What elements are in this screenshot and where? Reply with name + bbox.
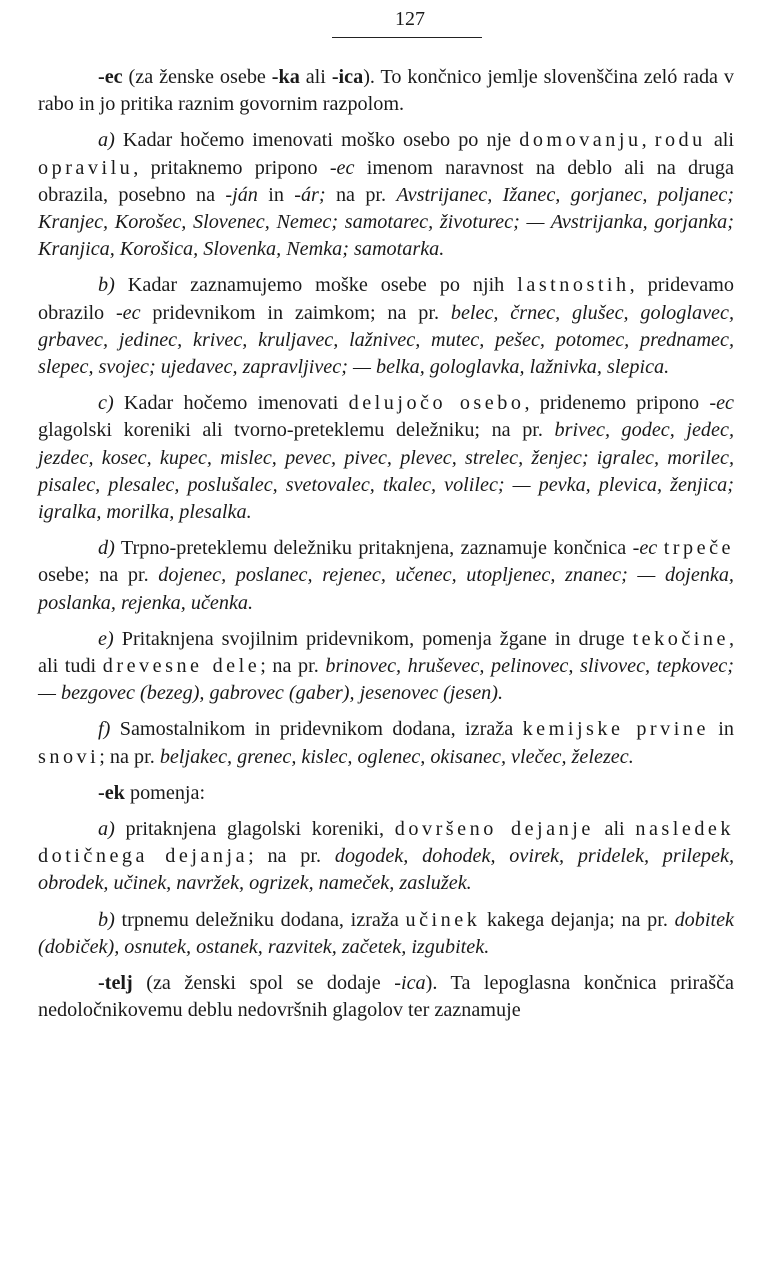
paragraph-p-a1 — [38, 127, 734, 263]
paragraph-p-d1 — [38, 535, 734, 617]
text-run: osebe; na pr. — [38, 564, 159, 587]
italic-text: brivec, godec, jedec, jezdec, kosec, kupec, mislec, pevec, pivec, plevec, strelec, ženjec; igralec, morilec, pisalec, plesalec, poslušalec, svetovalec, tkalec, volilec; — pevka, plevica, ženjica; igralka, morilka, plesalka. — [38, 419, 734, 524]
paragraph-p-ek — [38, 780, 734, 807]
paragraph-p-e1 — [38, 626, 734, 708]
italic-text: Avstrijanec, Ižanec, gorjanec, poljanec; Kranjec, Korošec, Slovenec, Nemec; samotarec, životurec; — Avstrijanka, gorjanka; Kranjica, Korošica, Slovenka, Nemka; samotarka. — [38, 183, 735, 261]
text-run: Trpno-preteklemu deležniku pritaknjena, zaznamuje končnica — [114, 537, 633, 560]
paragraph-p-ec — [38, 64, 734, 118]
paragraph-p-b2 — [38, 907, 734, 961]
italic-text: -ec — [115, 301, 141, 324]
paragraph-p-f1 — [38, 716, 734, 770]
italic-text: brinovec, hruševec, pelinovec, slivovec, tepkovec; — bezgovec (bezeg), gabrovec (gaber), jesenovec (jesen). — [38, 655, 734, 705]
page-header — [38, 6, 734, 42]
text-run: (za ženski spol se dodaje — [132, 972, 395, 995]
bold-suffix: -ka — [271, 66, 300, 88]
spaced-emphasis: trpeče — [663, 537, 734, 560]
italic-text: beljakec, grenec, kislec, oglenec, okisanec, vlečec, železec. — [159, 745, 634, 768]
text-run: na pr. — [325, 183, 397, 206]
text-run: (za ženske osebe — [122, 66, 272, 88]
paragraph-p-c1 — [38, 390, 734, 526]
text-run: ; na pr. — [99, 745, 160, 768]
spaced-emphasis: snovi — [38, 745, 100, 768]
text-run: in — [708, 718, 734, 741]
spaced-emphasis: domovanju — [519, 129, 642, 152]
text-run: ali — [299, 66, 332, 88]
spaced-emphasis: nasledek dotičnega dejanja — [38, 818, 734, 868]
text-run: Kadar hočemo imenovati — [113, 392, 349, 415]
bold-suffix: -telj — [98, 972, 133, 995]
page-number: 127 — [395, 8, 425, 30]
text-run: Pritaknjena svojilnim pridevnikom, pomenja žgane in druge — [113, 627, 633, 650]
text-run: , ali tudi — [38, 627, 734, 678]
italic-text: dobitek (dobiček), osnutek, ostanek, razvitek, začetek, izgubitek. — [38, 908, 734, 958]
text-run: Samostalnikom in pridevnikom dodana, izraža — [110, 718, 523, 741]
bold-suffix: -ec — [98, 66, 123, 88]
italic-text: b) — [98, 274, 115, 297]
paragraph-p-telj — [38, 970, 734, 1024]
text-run: ali — [705, 129, 734, 152]
paragraph-p-a2 — [38, 816, 734, 898]
body-text — [38, 64, 734, 1025]
italic-text: dogodek, dohodek, ovirek, pridelek, prilepek, obrodek, učinek, navržek, ogrizek, nameček, zaslužek. — [38, 845, 734, 895]
text-run: ali — [593, 818, 636, 841]
spaced-emphasis: tekočine — [632, 627, 729, 650]
book-page — [38, 6, 734, 1034]
spaced-emphasis: delujočo osebo — [348, 392, 525, 415]
text-run: , pritaknemo pripono — [133, 156, 330, 179]
text-run: kakega dejanja; na pr. — [480, 908, 675, 931]
spaced-emphasis: dovršeno dejanje — [394, 818, 594, 841]
italic-text: -ján — [225, 183, 258, 206]
italic-text: a) — [98, 818, 115, 841]
text-run: ). Ta lepoglasna končnica prirašča nedoločnikovemu deblu nedovršnih glagolov ter zaznamuje — [38, 972, 734, 1022]
text-run: trpnemu deležniku dodana, izraža — [114, 908, 406, 931]
text-run: Kadar zaznamujemo moške osebe po njih — [114, 274, 518, 297]
italic-text: -ec — [329, 156, 355, 179]
text-run: , — [641, 129, 655, 152]
text-run: in — [257, 183, 295, 206]
text-run: Kadar hočemo imenovati moško osebo po nje — [114, 129, 520, 152]
bold-suffix: -ica — [331, 66, 364, 88]
text-run: ; na pr. — [260, 655, 326, 678]
paragraph-p-b1 — [38, 272, 734, 381]
italic-text: c) — [98, 392, 114, 415]
italic-text: -ica — [394, 972, 426, 995]
spaced-emphasis: kemijske prvine — [522, 718, 709, 741]
italic-text: -ár; — [294, 183, 326, 206]
italic-text: d) — [98, 537, 115, 560]
italic-text: dojenec, poslanec, rejenec, učenec, utopljenec, znanec; — dojenka, poslanka, rejenka, učenka. — [38, 564, 734, 614]
text-run: glagolski koreniki ali tvorno-preteklemu deležniku; na pr. — [38, 419, 555, 442]
italic-text: -ec — [632, 537, 658, 560]
italic-text: a) — [98, 129, 115, 152]
italic-text: -ec — [709, 392, 734, 415]
text-run: , pridevamo obrazilo — [38, 274, 734, 324]
italic-text: f) — [98, 718, 111, 741]
spaced-emphasis: opravilu — [38, 156, 134, 179]
text-run: imenom naravnost na deblo ali na druga obrazila, posebno na — [38, 156, 734, 206]
italic-text: belec, črnec, glušec, gologlavec, grbavec, jedinec, krivec, kruljavec, lažnivec, mutec, pešec, potomec, prednamec, slepec, svojec; ujedavec, zapravljivec; — belka, gologlavka, lažnivka, slepica. — [38, 301, 734, 379]
header-rule — [332, 37, 482, 38]
spaced-emphasis: rodu — [654, 129, 706, 152]
text-run: , pridenemo pripono — [524, 392, 710, 415]
italic-text: b) — [98, 908, 115, 931]
spaced-emphasis: drevesne dele — [102, 655, 261, 678]
spaced-emphasis: učinek — [405, 908, 481, 931]
text-run: ). To končnico jemlje slovenščina zeló rada v rabo in jo pritika raznim govornim razpolom. — [38, 66, 734, 116]
text-run: pomenja: — [124, 781, 206, 804]
bold-suffix: -ek — [98, 781, 125, 804]
text-run: pridevnikom in zaimkom; na pr. — [140, 301, 451, 324]
text-run: ; na pr. — [248, 845, 335, 868]
italic-text: e) — [98, 627, 114, 650]
spaced-emphasis: lastnostih — [517, 274, 630, 297]
text-run: pritaknjena glagolski koreniki, — [114, 818, 395, 841]
